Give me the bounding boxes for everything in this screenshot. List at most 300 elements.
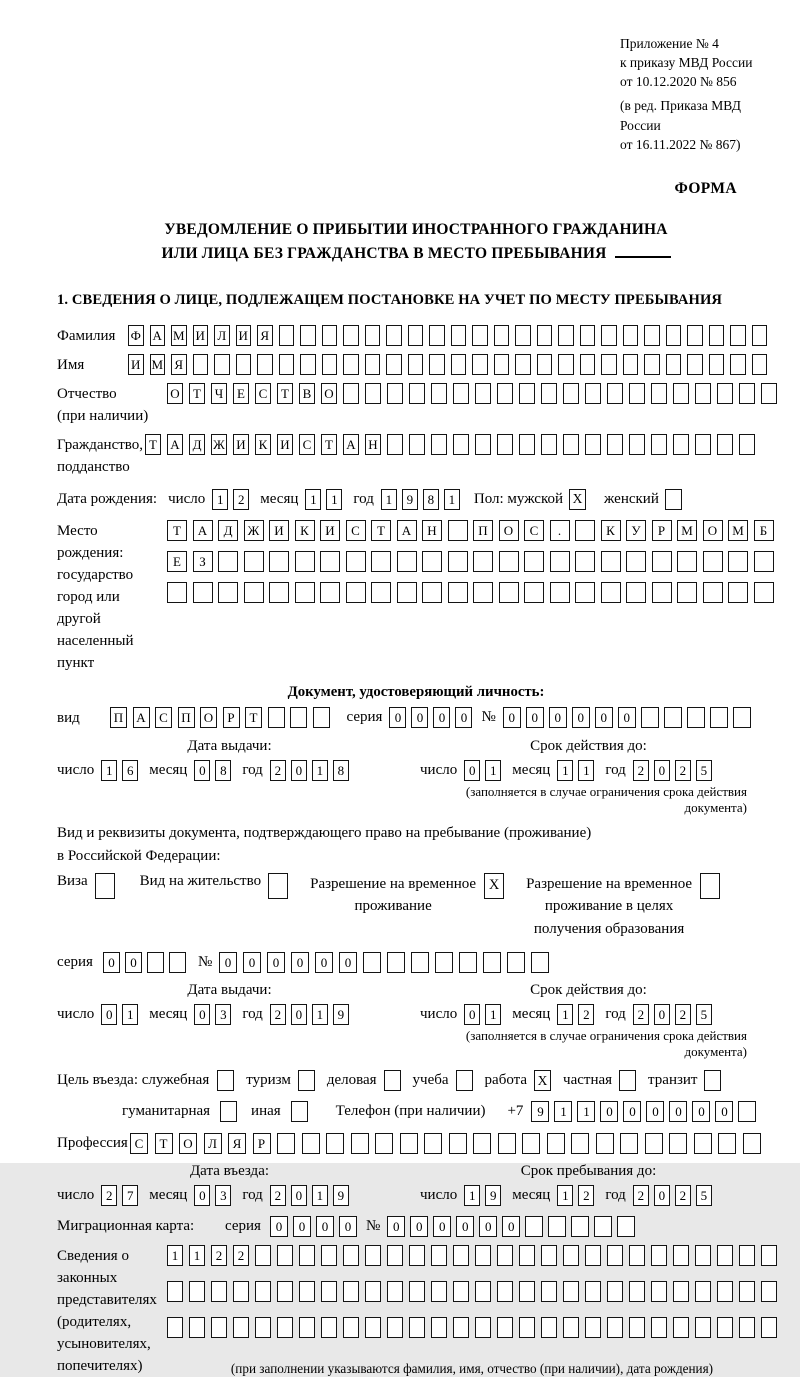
form-title-line1: УВЕДОМЛЕНИЕ О ПРИБЫТИИ ИНОСТРАННОГО ГРАЖДАНИНА (164, 220, 668, 238)
form-cell: П (473, 520, 493, 541)
form-cell: 5 (696, 1004, 712, 1025)
form-cell: 0 (389, 707, 406, 728)
form-cell: 1 (485, 1004, 501, 1025)
stay-month-cells (557, 1185, 594, 1206)
form-cell (233, 1317, 249, 1338)
form-cell (429, 354, 445, 375)
form-cell (167, 1281, 183, 1302)
form-cell: Я (257, 325, 273, 346)
form-cell (494, 354, 510, 375)
form-cell (365, 354, 381, 375)
form-cell (279, 325, 295, 346)
form-cell (673, 434, 689, 455)
representatives-cells-row3 (167, 1317, 777, 1338)
form-cell: 0 (455, 707, 472, 728)
form-cell (459, 952, 477, 973)
form-cell: 2 (675, 760, 691, 781)
form-cell: 0 (243, 952, 261, 973)
form-cell: 0 (219, 952, 237, 973)
form-cell (703, 551, 723, 572)
visa-label: Виза (57, 872, 88, 889)
form-cell (739, 1317, 755, 1338)
first-name-row (57, 354, 775, 376)
form-cell (211, 1281, 227, 1302)
form-cell (694, 1133, 712, 1154)
form-cell (652, 551, 672, 572)
form-cell: 0 (669, 1101, 687, 1122)
form-cell (497, 1317, 513, 1338)
form-cell (666, 354, 682, 375)
form-cell (387, 434, 403, 455)
form-cell (629, 434, 645, 455)
form-cell: 0 (595, 707, 613, 728)
form-cell: М (728, 520, 748, 541)
purpose-tourism-label: туризм (246, 1072, 291, 1089)
form-cell (499, 582, 519, 603)
form-cell (651, 383, 667, 404)
form-cell (550, 582, 570, 603)
form-cell (761, 1281, 777, 1302)
residence-permit-checkbox (268, 873, 288, 899)
form-cell: 0 (654, 760, 670, 781)
form-cell (752, 325, 768, 346)
form-cell (550, 551, 570, 572)
form-cell (754, 551, 774, 572)
form-cell (244, 582, 264, 603)
year-label: год (242, 1187, 263, 1204)
form-cell (596, 1133, 614, 1154)
form-cell (451, 325, 467, 346)
form-cell: И (269, 520, 289, 541)
form-cell: 0 (267, 952, 285, 973)
birth-month-cells (305, 489, 342, 510)
form-cell (449, 1133, 467, 1154)
migration-card-row (57, 1215, 775, 1237)
form-cell: 0 (291, 1004, 307, 1025)
form-cell (531, 952, 549, 973)
form-cell: 0 (194, 1185, 210, 1206)
form-cell (343, 1245, 359, 1266)
form-cell: 2 (270, 1004, 286, 1025)
form-cell: Ф (128, 325, 144, 346)
form-cell (475, 1245, 491, 1266)
form-cell: И (320, 520, 340, 541)
form-cell: М (150, 354, 166, 375)
form-cell (607, 1317, 623, 1338)
form-cell (687, 707, 705, 728)
form-cell (580, 354, 596, 375)
form-cell: 1 (312, 760, 328, 781)
issue-day-cells (101, 760, 138, 781)
form-cell (346, 551, 366, 572)
form-cell: 0 (600, 1101, 618, 1122)
form-cell (397, 582, 417, 603)
gender-male-checkbox: X (569, 489, 586, 510)
form-cell: 1 (189, 1245, 205, 1266)
form-cell: В (299, 383, 315, 404)
form-cell (320, 551, 340, 572)
form-cell (321, 1245, 337, 1266)
form-cell (585, 434, 601, 455)
form-cell: 0 (654, 1004, 670, 1025)
form-cell (695, 383, 711, 404)
form-cell (651, 1245, 667, 1266)
surname-cells (128, 325, 767, 346)
form-cell (299, 1245, 315, 1266)
form-cell: 0 (479, 1216, 497, 1237)
form-cell (269, 551, 289, 572)
form-cell (641, 707, 659, 728)
form-cell (277, 1317, 293, 1338)
form-cell (400, 1133, 418, 1154)
form-cell (541, 434, 557, 455)
form-cell (652, 582, 672, 603)
form-cell: 1 (557, 760, 573, 781)
form-cell (629, 1245, 645, 1266)
number-label: № (365, 1217, 381, 1234)
residence-doc-line2: в Российской Федерации: (57, 847, 221, 864)
birth-day-cells (212, 489, 249, 510)
form-cell (431, 1317, 447, 1338)
form-cell: 6 (122, 760, 138, 781)
form-cell: Р (253, 1133, 271, 1154)
form-cell: Т (277, 383, 293, 404)
stay-year-cells (633, 1185, 712, 1206)
form-cell: Т (145, 434, 161, 455)
form-cell (739, 1281, 755, 1302)
form-cell (717, 383, 733, 404)
series-label: серия (225, 1217, 261, 1234)
birth-place-cells-row3 (167, 582, 774, 603)
form-cell (269, 582, 289, 603)
form-cell (709, 325, 725, 346)
purpose-private-checkbox (619, 1070, 636, 1091)
form-cell (277, 1245, 293, 1266)
form-cell (387, 1317, 403, 1338)
form-cell (387, 1245, 403, 1266)
form-cell (524, 551, 544, 572)
issue-day-cells (101, 1004, 138, 1025)
form-cell: 0 (456, 1216, 474, 1237)
form-cell: 2 (675, 1185, 691, 1206)
form-cell (709, 354, 725, 375)
form-cell (497, 383, 513, 404)
form-cell: 0 (125, 952, 142, 973)
form-cell (386, 325, 402, 346)
form-cell (147, 952, 164, 973)
form-cell: 2 (233, 489, 249, 510)
form-cell (411, 952, 429, 973)
form-cell: Ж (211, 434, 227, 455)
trp-label: Разрешение на временное проживание (310, 875, 477, 915)
form-cell (343, 383, 359, 404)
day-label: число (168, 490, 206, 507)
form-cell (601, 354, 617, 375)
form-cell (525, 1216, 543, 1237)
residence-doc-dates (57, 982, 775, 1060)
form-cell (677, 551, 697, 572)
form-cell (343, 325, 359, 346)
form-cell: Д (218, 520, 238, 541)
form-cell: . (550, 520, 570, 541)
form-cell (739, 434, 755, 455)
issue-date-heading: Дата выдачи: (187, 737, 272, 754)
form-cell (290, 707, 307, 728)
purpose-business-checkbox (217, 1070, 234, 1091)
form-cell: И (236, 325, 252, 346)
form-cell (193, 354, 209, 375)
form-cell (472, 325, 488, 346)
purpose-other-checkbox (291, 1101, 308, 1122)
entry-date-heading: Дата въезда: (189, 1163, 270, 1180)
form-cell (585, 383, 601, 404)
form-cell (733, 707, 751, 728)
form-cell: 1 (312, 1185, 328, 1206)
entry-dates (57, 1163, 775, 1206)
form-cell: 5 (696, 760, 712, 781)
form-cell (738, 1101, 756, 1122)
form-cell (431, 1245, 447, 1266)
form-cell (651, 1281, 667, 1302)
form-cell (218, 551, 238, 572)
surname-row (57, 325, 775, 347)
purpose-humanitarian-checkbox (220, 1101, 237, 1122)
form-cell (601, 551, 621, 572)
form-cell (623, 325, 639, 346)
form-cell (431, 383, 447, 404)
form-cell (739, 1245, 755, 1266)
annex-line: к приказу МВД России (620, 55, 753, 71)
form-cell: П (110, 707, 127, 728)
trp-checkbox: X (484, 873, 504, 899)
form-cell (499, 551, 519, 572)
form-cell: Т (245, 707, 262, 728)
form-cell (475, 1317, 491, 1338)
form-cell: 1 (212, 489, 228, 510)
form-cell: К (295, 520, 315, 541)
identity-doc-heading: Документ, удостоверяющий личность: (287, 683, 545, 700)
surname-label: Фамилия (57, 327, 116, 344)
annex-line: Приложение № 4 (620, 36, 719, 51)
form-cell (255, 1317, 271, 1338)
representatives-cells-row2 (167, 1281, 777, 1302)
form-cell (718, 1133, 736, 1154)
form-cell: С (255, 383, 271, 404)
form-cell: 0 (291, 760, 307, 781)
form-cell (424, 1133, 442, 1154)
form-cell (703, 582, 723, 603)
form-cell: 0 (715, 1101, 733, 1122)
form-cell (695, 1281, 711, 1302)
form-cell (695, 434, 711, 455)
form-cell: 0 (433, 1216, 451, 1237)
form-cell (475, 1281, 491, 1302)
form-cell (558, 354, 574, 375)
form-cell: А (133, 707, 150, 728)
form-cell (365, 1281, 381, 1302)
expiry-year-cells (633, 760, 712, 781)
form-cell (547, 1133, 565, 1154)
form-cell (524, 582, 544, 603)
form-cell (580, 325, 596, 346)
form-cell: 2 (633, 1004, 649, 1025)
form-cell: 8 (215, 760, 231, 781)
expiry-date-heading: Срок действия до: (530, 982, 647, 999)
year-label: год (605, 1006, 626, 1023)
form-cell (453, 1281, 469, 1302)
form-cell: 0 (315, 952, 333, 973)
form-cell: 2 (233, 1245, 249, 1266)
form-cell: 9 (402, 489, 418, 510)
annex-line: от 10.12.2020 № 856 (620, 74, 737, 90)
entry-date-group (57, 1185, 402, 1206)
purpose-study-label: учеба (412, 1072, 449, 1089)
migration-number-cells (387, 1216, 635, 1237)
form-cell: 1 (101, 760, 117, 781)
form-cell (728, 551, 748, 572)
birth-place-label: Место рождения: государство город или другой населенный пункт (57, 522, 134, 671)
doc-series-label: серия (346, 709, 383, 726)
form-cell (299, 1281, 315, 1302)
form-cell: 2 (578, 1185, 594, 1206)
form-cell (233, 1281, 249, 1302)
form-cell (575, 582, 595, 603)
form-cell (585, 1317, 601, 1338)
form-cell: С (524, 520, 544, 541)
form-cell (673, 383, 689, 404)
form-cell: 7 (122, 1185, 138, 1206)
residence-permit-label: Вид на жительство (139, 872, 262, 889)
form-cell (601, 325, 617, 346)
form-cell (255, 1245, 271, 1266)
expiry-date-group (420, 1004, 775, 1025)
form-cell (167, 1317, 183, 1338)
phone-label: Телефон (при наличии) (335, 1103, 486, 1120)
month-label: месяц (260, 490, 299, 507)
form-cell: М (677, 520, 697, 541)
expiry-month-cells (557, 1004, 594, 1025)
form-cell: 2 (270, 1185, 286, 1206)
form-cell (189, 1281, 205, 1302)
representatives-label: Сведения о законных представителях (родителях, усыновителях, попечителях) (57, 1248, 157, 1375)
form-cell (371, 582, 391, 603)
form-cell (321, 1281, 337, 1302)
purpose-transit-checkbox (704, 1070, 721, 1091)
month-label: месяц (512, 1006, 551, 1023)
form-cell (365, 325, 381, 346)
form-cell (673, 1317, 689, 1338)
form-cell: А (193, 520, 213, 541)
form-cell (322, 354, 338, 375)
form-cell: Е (233, 383, 249, 404)
form-cell (387, 1281, 403, 1302)
form-cell: 9 (531, 1101, 549, 1122)
form-cell (519, 434, 535, 455)
form-cell: Т (155, 1133, 173, 1154)
form-cell (669, 1133, 687, 1154)
form-cell (728, 582, 748, 603)
form-cell (431, 434, 447, 455)
form-cell: О (499, 520, 519, 541)
purpose-other-label: иная (251, 1103, 281, 1120)
issue-year-cells (270, 1004, 349, 1025)
form-cell (563, 1245, 579, 1266)
form-cell (302, 1133, 320, 1154)
form-cell (620, 1133, 638, 1154)
expiry-day-cells (464, 760, 501, 781)
form-cell (626, 582, 646, 603)
month-label: месяц (149, 1006, 188, 1023)
form-cell: 0 (692, 1101, 710, 1122)
form-cell (548, 1216, 566, 1237)
form-cell (236, 354, 252, 375)
annex-reference (620, 34, 775, 154)
purpose-work-label: работа (484, 1072, 528, 1089)
form-cell (563, 383, 579, 404)
form-cell (279, 354, 295, 375)
form-cell (435, 952, 453, 973)
birth-place-row (57, 520, 775, 674)
form-cell (167, 582, 187, 603)
form-cell (695, 1317, 711, 1338)
expiry-month-cells (557, 760, 594, 781)
identity-doc-dates (57, 738, 775, 816)
form-cell: 0 (464, 760, 480, 781)
form-cell (343, 354, 359, 375)
form-cell (730, 354, 746, 375)
residence-doc-options (57, 873, 775, 941)
issue-date-heading: Дата выдачи: (187, 982, 272, 999)
form-cell (571, 1216, 589, 1237)
form-cell (541, 1317, 557, 1338)
patronymic-cells (167, 383, 777, 404)
form-cell: К (601, 520, 621, 541)
form-cell: 0 (572, 707, 590, 728)
form-cell: О (179, 1133, 197, 1154)
form-cell (346, 582, 366, 603)
form-cell: С (130, 1133, 148, 1154)
birth-place-cells-row2 (167, 551, 774, 572)
form-cell (739, 383, 755, 404)
patronymic-row (57, 383, 775, 427)
month-label: месяц (149, 1187, 188, 1204)
form-cell (558, 325, 574, 346)
form-cell (313, 707, 330, 728)
form-cell (498, 1133, 516, 1154)
residence-doc-line1: Вид и реквизиты документа, подтверждающего право на пребывание (проживание) (57, 824, 592, 841)
form-cell (257, 354, 273, 375)
form-cell: С (299, 434, 315, 455)
expiry-caption: (заполняется в случае ограничения срока действия документа) (465, 1028, 747, 1060)
form-cell: Е (167, 551, 187, 572)
form-cell (475, 434, 491, 455)
purpose-tourism-checkbox (298, 1070, 315, 1091)
gender-female-checkbox (665, 489, 682, 510)
month-label: месяц (512, 1187, 551, 1204)
form-cell (687, 354, 703, 375)
form-cell (422, 582, 442, 603)
birth-place-cells-row1 (167, 520, 774, 541)
year-label: год (242, 1006, 263, 1023)
section1-heading: 1. СВЕДЕНИЯ О ЛИЦЕ, ПОДЛЕЖАЩЕМ ПОСТАНОВКЕ НА УЧЕТ ПО МЕСТУ ПРЕБЫВАНИЯ (57, 291, 723, 308)
form-cell: Т (371, 520, 391, 541)
purpose-study-checkbox (456, 1070, 473, 1091)
form-cell: Т (189, 383, 205, 404)
form-cell (607, 434, 623, 455)
form-cell: 0 (464, 1004, 480, 1025)
year-label: год (353, 490, 374, 507)
form-cell (537, 325, 553, 346)
